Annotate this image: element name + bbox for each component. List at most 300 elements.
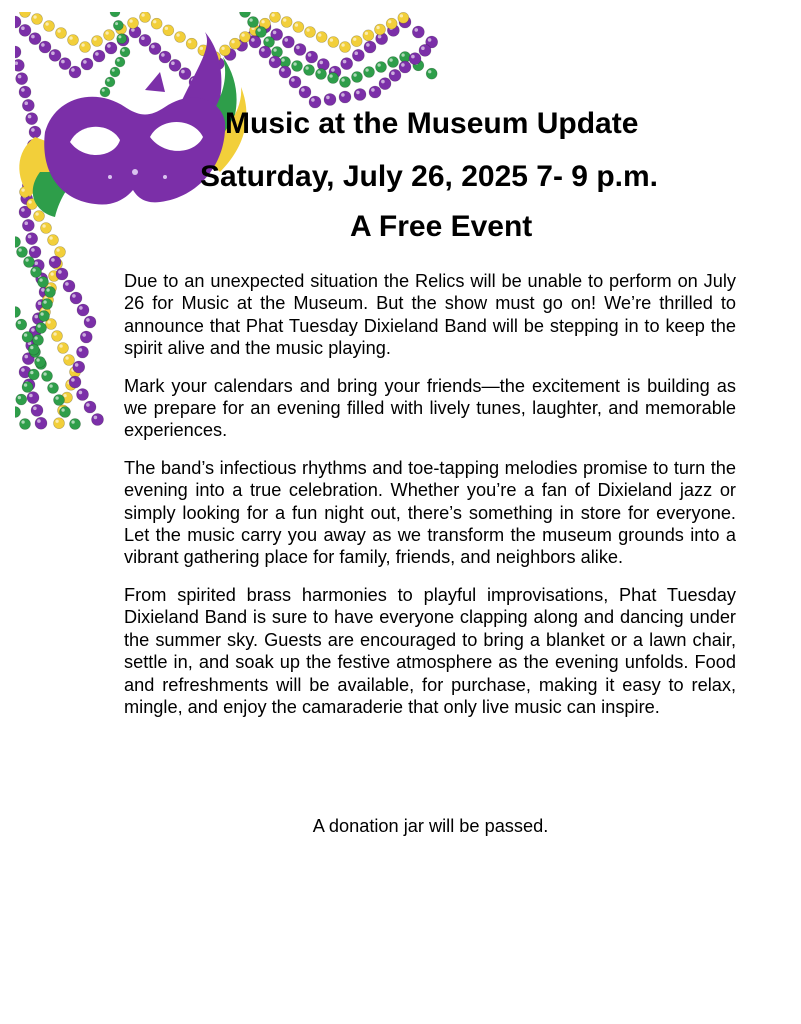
bead xyxy=(270,12,281,23)
bead-highlight xyxy=(117,59,120,62)
bead-highlight xyxy=(51,51,55,55)
bead-highlight xyxy=(95,52,99,56)
bead-highlight xyxy=(295,23,298,26)
bead-highlight xyxy=(366,43,370,47)
bead-highlight xyxy=(305,66,308,69)
bead-highlight xyxy=(42,224,45,227)
bead-highlight xyxy=(151,45,155,49)
donation-note: A donation jar will be passed. xyxy=(312,816,549,836)
bead xyxy=(388,57,399,68)
bead-highlight xyxy=(37,324,40,327)
bead xyxy=(100,87,110,97)
bead-highlight xyxy=(29,394,33,398)
bead xyxy=(230,38,241,49)
bead-highlight xyxy=(283,18,286,21)
bead xyxy=(272,47,283,58)
bead xyxy=(305,27,316,38)
bead xyxy=(80,331,92,343)
bead-highlight xyxy=(221,47,224,50)
bead xyxy=(24,257,35,268)
bead xyxy=(179,68,191,80)
bead xyxy=(22,99,34,111)
bead xyxy=(52,331,63,342)
bead xyxy=(15,46,21,58)
bead-highlight xyxy=(41,288,45,292)
bead-highlight xyxy=(46,288,49,291)
bead xyxy=(340,42,351,53)
bead xyxy=(15,16,21,28)
bead xyxy=(15,307,21,318)
bead xyxy=(22,219,34,231)
bead xyxy=(316,69,327,80)
bead-highlight xyxy=(330,38,333,41)
bead-highlight xyxy=(53,332,56,335)
bead-highlight xyxy=(21,26,25,30)
bead-highlight xyxy=(319,61,323,65)
bead-highlight xyxy=(71,378,75,382)
bead-highlight xyxy=(51,258,55,262)
bead-highlight xyxy=(176,33,179,36)
bead xyxy=(316,32,327,43)
bead-highlight xyxy=(153,20,156,23)
bead-highlight xyxy=(112,69,115,72)
bead-highlight xyxy=(79,348,83,352)
bead xyxy=(117,34,127,44)
bead-highlight xyxy=(37,419,41,423)
bead xyxy=(256,27,267,38)
bead-highlight xyxy=(34,315,38,319)
bead xyxy=(73,361,85,373)
bead xyxy=(29,126,41,138)
bead xyxy=(163,25,174,36)
bead xyxy=(63,280,75,292)
bead xyxy=(45,287,56,298)
bead-highlight xyxy=(249,18,252,21)
bead xyxy=(364,67,375,78)
bead xyxy=(26,113,38,125)
bead-highlight xyxy=(34,336,37,339)
bead xyxy=(115,57,125,67)
bead-highlight xyxy=(271,58,275,62)
bead-highlight xyxy=(401,53,404,56)
bead-highlight xyxy=(161,53,165,57)
bead-highlight xyxy=(291,78,295,82)
bead-highlight xyxy=(400,14,403,17)
bead xyxy=(140,12,151,23)
bead-highlight xyxy=(30,371,33,374)
bead xyxy=(68,35,79,46)
bead xyxy=(340,77,351,88)
bead-highlight xyxy=(421,46,425,50)
bead-highlight xyxy=(381,80,385,84)
bead xyxy=(39,311,50,322)
bead-highlight xyxy=(33,407,37,411)
bead-highlight xyxy=(115,22,118,25)
bead-highlight xyxy=(32,268,35,271)
bead-highlight xyxy=(273,48,276,51)
bead-highlight xyxy=(79,391,83,395)
bead xyxy=(35,357,46,368)
bead-highlight xyxy=(71,68,75,72)
bead-highlight xyxy=(94,416,98,420)
bead-highlight xyxy=(188,40,191,43)
bead xyxy=(128,18,139,29)
bead xyxy=(56,28,67,39)
bead-highlight xyxy=(86,318,90,322)
bead-highlight xyxy=(265,38,268,41)
bead xyxy=(20,419,31,430)
bead xyxy=(324,94,336,106)
bead xyxy=(281,17,292,28)
bead-highlight xyxy=(261,48,265,52)
bead xyxy=(32,14,43,25)
bead-highlight xyxy=(28,115,32,119)
bead xyxy=(328,37,339,48)
bead-highlight xyxy=(341,93,345,97)
bead xyxy=(81,58,93,70)
bead-highlight xyxy=(45,22,48,25)
bead-highlight xyxy=(129,19,132,22)
bead xyxy=(292,61,303,72)
bead-highlight xyxy=(428,38,432,42)
bead-highlight xyxy=(317,70,320,73)
bead-highlight xyxy=(293,62,296,65)
bead-highlight xyxy=(47,320,50,323)
bead-highlight xyxy=(376,26,379,29)
bead xyxy=(69,66,81,78)
bead-highlight xyxy=(141,36,145,40)
bead-highlight xyxy=(82,333,86,337)
bead-highlight xyxy=(21,88,25,92)
bead xyxy=(110,67,120,77)
bead-highlight xyxy=(72,294,76,298)
bead xyxy=(339,91,351,103)
bead xyxy=(28,369,39,380)
bead xyxy=(259,46,271,58)
bead-highlight xyxy=(86,403,90,407)
bead-highlight xyxy=(306,28,309,31)
bead-highlight xyxy=(200,47,203,50)
bead xyxy=(386,18,397,29)
bead xyxy=(412,26,424,38)
bead xyxy=(41,223,52,234)
bead xyxy=(27,392,39,404)
bead xyxy=(15,237,21,248)
bead-highlight xyxy=(231,40,234,43)
bead-highlight xyxy=(58,270,62,274)
bead xyxy=(220,45,231,56)
bead xyxy=(352,49,364,61)
bead-highlight xyxy=(354,51,358,55)
bead xyxy=(92,36,103,47)
bead-highlight xyxy=(271,13,274,16)
event-subtitle: A Free Event xyxy=(350,210,533,243)
bead-highlight xyxy=(411,55,415,59)
bead xyxy=(306,51,318,63)
bead xyxy=(249,36,261,48)
bead-highlight xyxy=(365,32,368,35)
bead xyxy=(54,395,65,406)
bead-highlight xyxy=(341,43,344,46)
bead-highlight xyxy=(428,70,431,73)
paragraph: From spirited brass harmonies to playful improvisations, Phat Tuesday Dixieland Band is sure to have everyone clapping along and dancing under the summer sky. Guests are encouraged to bring a blanket or a lawn chair, settle in, and soak up the festive atmosphere as the evening unfolds. Food and refreshments will be available, for purchase, making it easy to relax, mingle, and enjoy the camaraderie that only live music can inspire. xyxy=(124,584,736,717)
bead xyxy=(139,34,151,46)
bead-highlight xyxy=(391,71,395,75)
bead-highlight xyxy=(102,89,105,92)
bead xyxy=(58,343,69,354)
bead xyxy=(29,33,41,45)
bead xyxy=(151,18,162,29)
bead-highlight xyxy=(81,43,84,46)
bead-highlight xyxy=(105,31,108,34)
bead xyxy=(294,44,306,56)
bead-highlight xyxy=(301,88,305,92)
bead-highlight xyxy=(79,306,83,310)
bead-highlight xyxy=(49,236,52,239)
bead xyxy=(186,38,197,49)
bead xyxy=(379,78,391,90)
bead xyxy=(49,49,61,61)
bead-highlight xyxy=(75,363,79,367)
bead xyxy=(17,247,28,258)
bead xyxy=(84,316,96,328)
bead-highlight xyxy=(36,358,39,361)
bead xyxy=(31,267,42,278)
bead-highlight xyxy=(107,44,111,48)
bead-highlight xyxy=(56,248,59,251)
bead-highlight xyxy=(61,60,65,64)
bead xyxy=(44,21,55,32)
bead-highlight xyxy=(28,200,31,203)
bead xyxy=(354,89,366,101)
bead-highlight xyxy=(71,420,74,423)
bead-highlight xyxy=(61,408,64,411)
bead-highlight xyxy=(65,282,69,286)
paragraph: Mark your calendars and bring your friends—the excitement is building as we prepare for an evening filled with lively tunes, laughter, and memorable experiences. xyxy=(124,375,736,441)
bead-highlight xyxy=(57,29,60,32)
bead-highlight xyxy=(353,73,356,76)
bead xyxy=(364,41,376,53)
bead-highlight xyxy=(83,60,87,64)
bead xyxy=(38,277,49,288)
bead-highlight xyxy=(107,79,110,82)
bead-highlight xyxy=(181,70,185,74)
bead-highlight xyxy=(21,188,24,191)
bead-highlight xyxy=(28,235,32,239)
bead xyxy=(376,62,387,73)
bead xyxy=(110,12,120,17)
bead xyxy=(49,256,61,268)
bead xyxy=(341,58,353,70)
bead-highlight xyxy=(21,420,24,423)
bead-highlight xyxy=(18,396,21,399)
bead xyxy=(104,30,115,41)
bead-highlight xyxy=(251,38,255,42)
bead-highlight xyxy=(281,68,285,72)
bead-highlight xyxy=(388,20,391,23)
bead-highlight xyxy=(34,261,38,265)
bead-highlight xyxy=(284,38,288,42)
bead xyxy=(77,304,89,316)
bead-highlight xyxy=(55,420,58,423)
bead-highlight xyxy=(281,58,284,61)
bead xyxy=(16,319,27,330)
paragraph: Due to an unexpected situation the Relics will be unable to perform on July 26 for Music at the Museum. But the show must go on! We’re thrilled to announce that Phat Tuesday Dixieland Band will be stepping in to keep the spirit alive and the music playing. xyxy=(124,271,736,359)
bead-highlight xyxy=(343,60,347,64)
bead xyxy=(92,414,104,426)
bead xyxy=(84,401,96,413)
bead-highlight xyxy=(308,53,312,57)
bead-highlight xyxy=(296,46,300,50)
bead xyxy=(240,12,251,18)
bead xyxy=(22,382,33,393)
bead-highlight xyxy=(25,258,28,261)
bead xyxy=(113,20,123,30)
bead-highlight xyxy=(43,300,46,303)
bead xyxy=(26,233,38,245)
bead-highlight xyxy=(31,328,35,332)
bead-highlight xyxy=(21,368,25,372)
bead-highlight xyxy=(24,355,28,359)
bead-highlight xyxy=(41,43,45,47)
bead xyxy=(409,53,421,65)
body-text xyxy=(124,270,736,733)
bead xyxy=(120,47,130,57)
bead-highlight xyxy=(65,356,68,359)
bead-highlight xyxy=(31,35,35,39)
bead xyxy=(105,77,115,87)
bead-highlight xyxy=(40,312,43,315)
bead-highlight xyxy=(18,248,21,251)
bead-highlight xyxy=(31,248,35,252)
event-date: Saturday, July 26, 2025 7- 9 p.m. xyxy=(200,160,658,193)
bead-highlight xyxy=(365,68,368,71)
bead xyxy=(426,68,437,79)
bead xyxy=(42,371,53,382)
bead-highlight xyxy=(341,78,344,81)
bead-highlight xyxy=(43,372,46,375)
bead xyxy=(39,41,51,53)
bead-highlight xyxy=(165,27,168,30)
page-title: Music at the Museum Update xyxy=(225,107,639,140)
bead xyxy=(19,24,31,36)
bead-highlight xyxy=(414,28,418,32)
bead xyxy=(293,22,304,33)
bead xyxy=(375,24,386,35)
bead-highlight xyxy=(401,63,405,67)
bead-highlight xyxy=(18,75,22,79)
bead xyxy=(149,43,161,55)
bead xyxy=(352,72,363,83)
bead-highlight xyxy=(273,31,277,35)
bead xyxy=(36,323,47,334)
bead xyxy=(69,376,81,388)
bead-highlight xyxy=(118,35,121,38)
bead-highlight xyxy=(311,98,315,102)
bead xyxy=(77,389,89,401)
bead xyxy=(389,69,401,81)
bead xyxy=(93,50,105,62)
bead xyxy=(54,418,65,429)
bead-highlight xyxy=(241,33,244,36)
bead xyxy=(328,73,339,84)
bead xyxy=(15,59,24,71)
bead xyxy=(77,346,89,358)
bead-highlight xyxy=(389,58,392,61)
bead xyxy=(35,417,47,429)
bead xyxy=(351,36,362,47)
bead-highlight xyxy=(21,208,25,212)
bead xyxy=(19,86,31,98)
bead-highlight xyxy=(326,96,330,100)
bead xyxy=(56,268,68,280)
bead-highlight xyxy=(24,383,27,386)
bead-highlight xyxy=(33,15,36,18)
bead-highlight xyxy=(39,278,42,281)
bead xyxy=(28,344,39,355)
bead xyxy=(399,61,411,73)
paragraph: The band’s infectious rhythms and toe-tapping melodies promise to turn the evening into a true celebration. Whether you’re a fan of Dixieland jazz or simply looking for a fun night out, there’s something in store for everyone. Let the music carry you away as we transform the museum grounds into a vibrant gathering place for family, friends, and neighbors alike. xyxy=(124,457,736,568)
bead xyxy=(64,355,75,366)
bead xyxy=(70,292,82,304)
bead xyxy=(363,30,374,41)
bead-highlight xyxy=(371,88,375,92)
bead-highlight xyxy=(24,101,28,105)
bead-highlight xyxy=(356,91,360,95)
bead-highlight xyxy=(93,37,96,40)
bead xyxy=(304,65,315,76)
bead xyxy=(419,44,431,56)
bead xyxy=(34,211,45,222)
bead xyxy=(42,299,53,310)
bead-highlight xyxy=(318,33,321,36)
bead xyxy=(16,73,28,85)
bead-highlight xyxy=(122,49,125,52)
bead xyxy=(282,36,294,48)
bead-highlight xyxy=(378,35,382,39)
bead-highlight xyxy=(38,301,42,305)
bead xyxy=(80,42,91,53)
bead xyxy=(48,383,59,394)
bead-highlight xyxy=(30,346,33,349)
bead-highlight xyxy=(55,396,58,399)
bead xyxy=(369,86,381,98)
bead xyxy=(299,86,311,98)
bead-highlight xyxy=(261,20,264,23)
bead xyxy=(169,59,181,71)
bead-highlight xyxy=(59,344,62,347)
bead-highlight xyxy=(353,38,356,41)
bead xyxy=(289,76,301,88)
bead xyxy=(16,394,27,405)
bead xyxy=(59,58,71,70)
bead-highlight xyxy=(63,394,66,397)
bead xyxy=(15,407,21,418)
bead-highlight xyxy=(69,36,72,39)
bead xyxy=(31,404,43,416)
bead-highlight xyxy=(331,68,335,72)
bead-highlight xyxy=(141,13,144,16)
bead xyxy=(269,56,281,68)
bead-highlight xyxy=(31,128,35,132)
bead xyxy=(60,407,71,418)
bead-highlight xyxy=(24,221,28,225)
bead xyxy=(48,235,59,246)
bead-highlight xyxy=(50,272,53,275)
bead xyxy=(398,12,409,23)
bead-highlight xyxy=(35,212,38,215)
bead xyxy=(70,419,81,430)
